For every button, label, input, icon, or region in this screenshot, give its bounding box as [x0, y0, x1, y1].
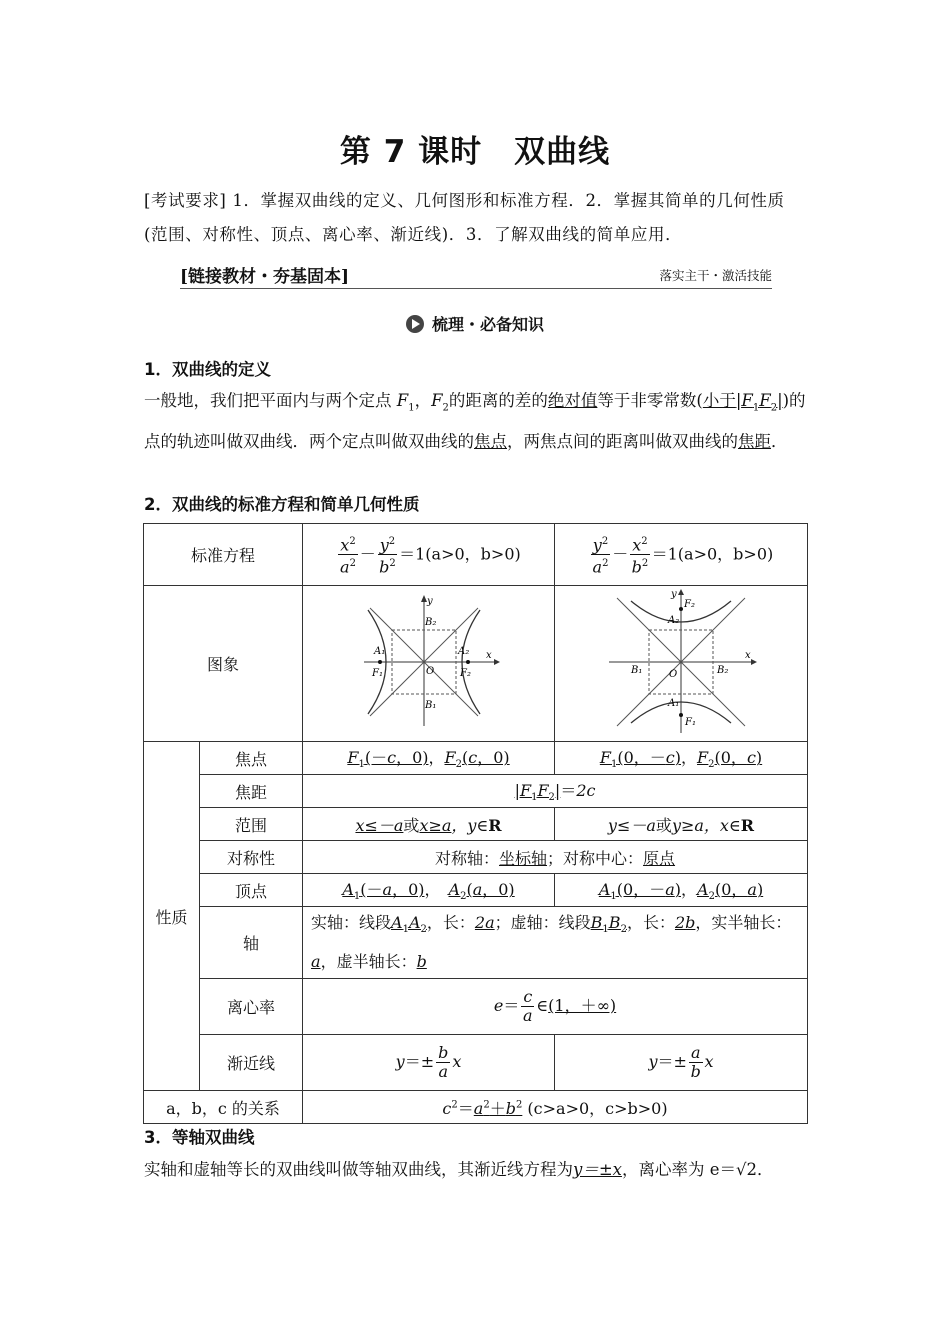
vertex-x: $A_1(-a$，0)， $A_2(a$，0) [303, 874, 555, 907]
svg-text:x: x [745, 649, 751, 661]
section-banner [180, 262, 772, 289]
blank-foci: 焦点 [474, 432, 507, 452]
page-title: 第 7 课时 双曲线 [339, 134, 611, 170]
row-label-symmetry: 对称性 [200, 841, 303, 874]
table-row [144, 775, 808, 808]
hyperbola-y-figure [601, 587, 761, 737]
svg-text:A₂: A₂ [668, 614, 680, 626]
table-row [144, 1035, 808, 1091]
asymptote-x: y＝± $\frac{b}{a}$ x [303, 1035, 555, 1091]
blank-focal-distance: 焦距 [738, 432, 771, 452]
row-label-range: 范围 [200, 808, 303, 841]
heading-properties: 2．双曲线的标准方程和简单几何性质 [144, 495, 420, 514]
focus-x: $F_1(-c$，0)，$F_2(c$，0) [303, 742, 555, 775]
svg-text:A₂: A₂ [457, 645, 469, 657]
blank-abs-value: 绝对值 [547, 391, 598, 410]
relation-value: $c^2=a^2+b^2$ (c>a>0，c>b>0) [303, 1091, 808, 1124]
svg-text:B₂: B₂ [717, 664, 729, 676]
banner-right: 落实主干・激活技能 [659, 268, 772, 283]
heading-equilateral: 3．等轴双曲线 [144, 1128, 255, 1147]
row-label-graph: 图象 [144, 586, 303, 742]
row-label-std: 标准方程 [144, 524, 303, 586]
table-row [144, 907, 808, 979]
range-y: y≤－a或y≥a，x∈R [555, 808, 808, 841]
group-label-properties: 性质 [144, 742, 200, 1091]
table-row [144, 742, 808, 775]
table-row [144, 586, 808, 742]
focus-y: $F_1(0$，－c)，$F_2(0$，c) [555, 742, 808, 775]
requirements-tag: [考试要求] [144, 191, 227, 210]
table-row [144, 841, 808, 874]
axis-value: 实轴：线段$A_1A_2$，长：2a；虚轴：线段$B_1B_2$，长：2b，实半轴长：a，虚半轴长：b [303, 907, 808, 979]
section-label-text: 梳理・必备知识 [431, 315, 544, 334]
row-label-axis: 轴 [200, 907, 303, 979]
knowledge-section-label [0, 312, 950, 335]
graph-x-hyperbola [303, 586, 555, 742]
row-label-focus: 焦点 [200, 742, 303, 775]
svg-text:F₂: F₂ [684, 598, 695, 610]
properties-table [143, 523, 808, 1124]
std-eq-x: $\frac{x^2}{a^2}$ － $\frac{y^2}{b^2}$ ＝1(a>0，b>0) [303, 524, 555, 586]
symmetry-value: 对称轴：坐标轴；对称中心：原点 [303, 841, 808, 874]
range-x: x≤－a或x≥a，y∈R [303, 808, 555, 841]
hyperbola-x-figure [354, 592, 504, 732]
svg-text:y: y [671, 588, 677, 600]
svg-text:F₂: F₂ [459, 667, 471, 679]
eccentricity-sqrt2: √2 [735, 1160, 757, 1179]
heading-definition: 1．双曲线的定义 [144, 360, 271, 379]
blank-less-than: 小于$|F_1F_2|$ [702, 391, 783, 414]
eccentricity-value: e＝ $\frac{c}{a}$ ∈(1，＋∞) [303, 979, 808, 1035]
banner-left: [链接教材・夯基固本] [180, 267, 350, 287]
svg-text:B₂: B₂ [424, 616, 436, 628]
play-icon [406, 315, 424, 333]
svg-text:x: x [485, 649, 492, 661]
vertex-y: $A_1(0$，－a)，$A_2(0$，a) [555, 874, 808, 907]
row-label-vertex: 顶点 [200, 874, 303, 907]
table-row [144, 808, 808, 841]
row-label-asymptote: 渐近线 [200, 1035, 303, 1091]
svg-text:B₁: B₁ [631, 664, 643, 676]
table-row [144, 874, 808, 907]
svg-text:F₁: F₁ [371, 667, 383, 679]
svg-text:O: O [669, 668, 678, 680]
svg-text:O: O [425, 665, 434, 677]
svg-text:A₁: A₁ [668, 697, 680, 709]
svg-text:F₁: F₁ [685, 716, 696, 728]
blank-asymptote: y＝±x [573, 1160, 622, 1179]
row-label-relation: a，b，c 的关系 [144, 1091, 303, 1124]
table-row [144, 1091, 808, 1124]
definition-paragraph: 一般地，我们把平面内与两个定点 $F_1$，$F_2$的距离的差的绝对值等于非零常数(小于$|F_1F_2|$)的点的轨迹叫做双曲线．两个定点叫做双曲线的焦点，两焦点间的距离叫做双曲线的焦距． [144, 391, 806, 452]
table-row [144, 979, 808, 1035]
exam-requirements [144, 184, 808, 252]
svg-text:A₁: A₁ [373, 645, 385, 657]
requirements-text: 1．掌握双曲线的定义、几何图形和标准方程．2．掌握其简单的几何性质(范围、对称性、顶点、离心率、渐近线)．3．了解双曲线的简单应用． [144, 191, 785, 244]
table-row [144, 524, 808, 586]
row-label-fdist: 焦距 [200, 775, 303, 808]
row-label-eccentricity: 离心率 [200, 979, 303, 1035]
fdist-value: $|F_1F_2|=2c$ [303, 775, 808, 808]
svg-text:B₁: B₁ [424, 699, 436, 711]
equilateral-paragraph: 实轴和虚轴等长的双曲线叫做等轴双曲线，其渐近线方程为y＝±x，离心率为 e＝√2． [144, 1160, 774, 1179]
std-eq-y: $\frac{y^2}{a^2}$ － $\frac{x^2}{b^2}$ ＝1(a>0，b>0) [555, 524, 808, 586]
svg-text:y: y [426, 595, 433, 607]
graph-y-hyperbola [555, 586, 808, 742]
asymptote-y: y＝± $\frac{a}{b}$ x [555, 1035, 808, 1091]
